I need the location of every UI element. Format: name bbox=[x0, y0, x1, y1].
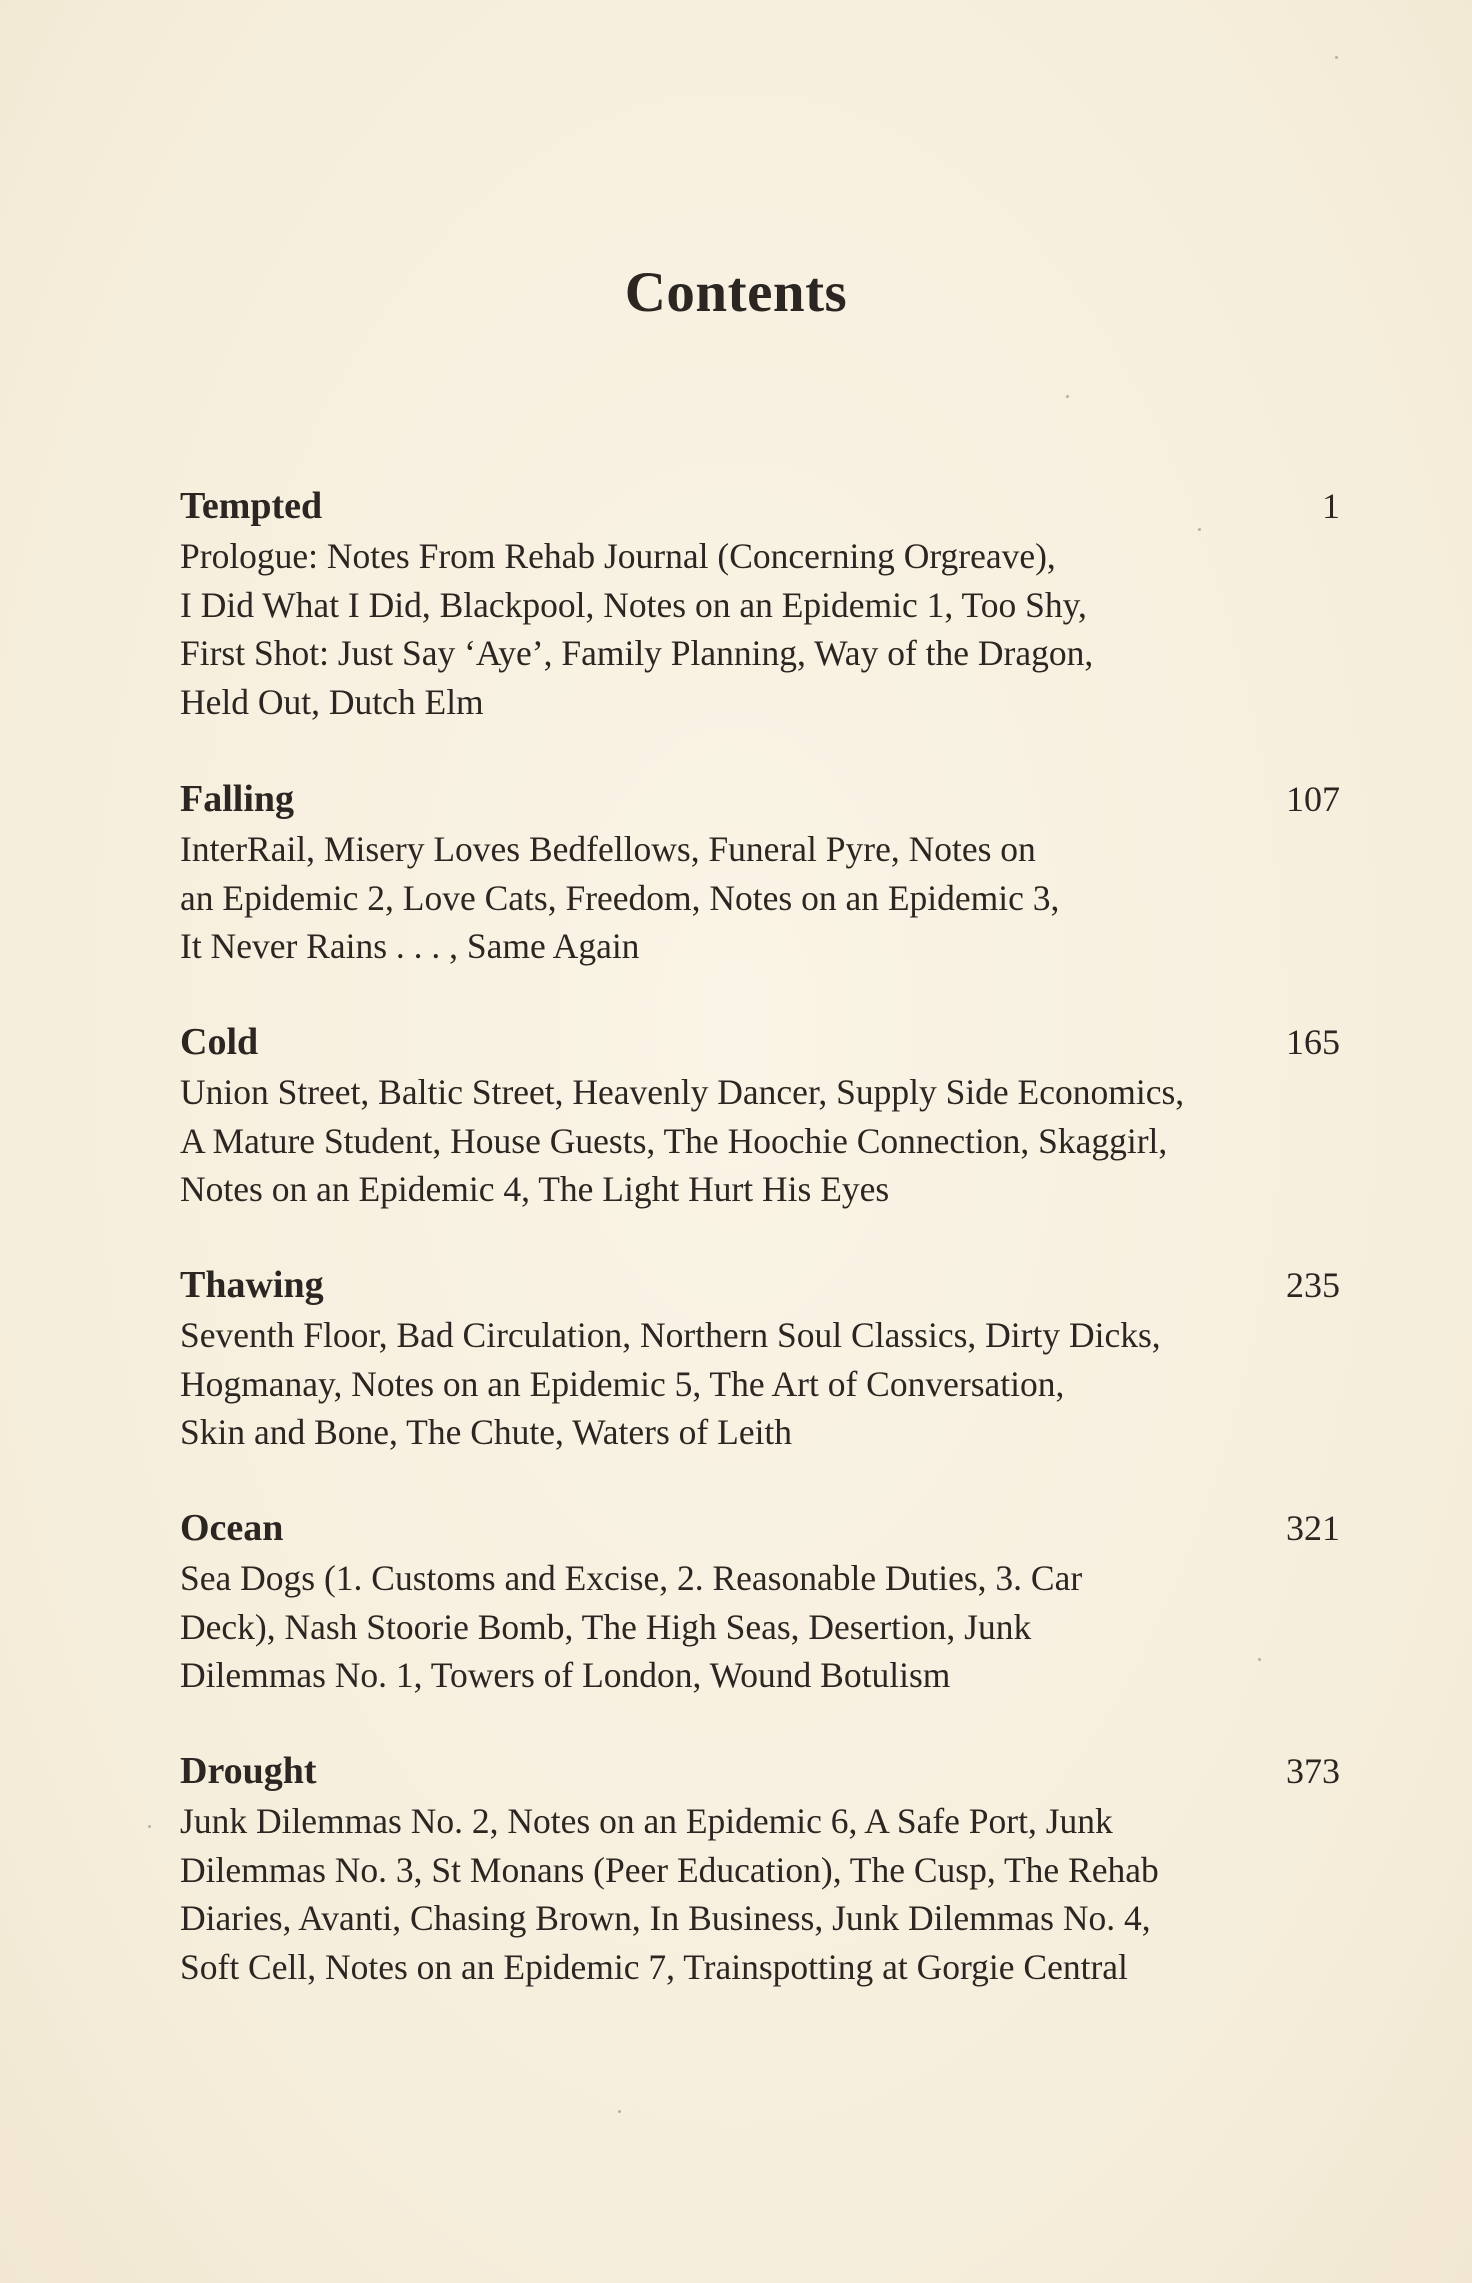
chapter-line: Prologue: Notes From Rehab Journal (Concerning Orgreave), bbox=[180, 536, 1056, 576]
chapter-line: InterRail, Misery Loves Bedfellows, Funeral Pyre, Notes on bbox=[180, 829, 1036, 869]
section-title: Falling bbox=[180, 778, 295, 820]
section-title: Ocean bbox=[180, 1507, 284, 1549]
section-page-number: 165 bbox=[1286, 1022, 1340, 1062]
section-heading-row bbox=[180, 1259, 1340, 1311]
chapter-list bbox=[180, 532, 1300, 726]
section-title: Cold bbox=[180, 1021, 259, 1063]
toc-section-ocean bbox=[180, 1502, 1340, 1700]
chapter-line: Dilemmas No. 3, St Monans (Peer Education), The Cusp, The Rehab bbox=[180, 1849, 1159, 1890]
chapter-line: It Never Rains . . . , Same Again bbox=[180, 926, 640, 966]
paper-speck bbox=[148, 1825, 151, 1828]
section-page-number: 373 bbox=[1286, 1751, 1340, 1791]
section-title: Tempted bbox=[180, 485, 323, 527]
chapter-list bbox=[180, 1797, 1300, 1991]
chapter-line: Deck), Nash Stoorie Bomb, The High Seas, Desertion, Junk bbox=[180, 1606, 1032, 1647]
section-heading-row bbox=[180, 480, 1340, 532]
section-page-number: 235 bbox=[1286, 1265, 1340, 1305]
chapter-line: Hogmanay, Notes on an Epidemic 5, The Art of Conversation, bbox=[180, 1363, 1065, 1404]
paper-speck bbox=[618, 2110, 621, 2113]
chapter-list bbox=[180, 1068, 1300, 1214]
section-heading-row bbox=[180, 773, 1340, 825]
chapter-list bbox=[180, 1311, 1300, 1457]
paper-speck bbox=[1335, 56, 1338, 59]
chapter-line: Seventh Floor, Bad Circulation, Northern Soul Classics, Dirty Dicks, bbox=[180, 1315, 1161, 1355]
chapter-line: Sea Dogs (1. Customs and Excise, 2. Reasonable Duties, 3. Car bbox=[180, 1558, 1083, 1598]
chapter-line: Junk Dilemmas No. 2, Notes on an Epidemic 6, A Safe Port, Junk bbox=[180, 1801, 1113, 1841]
chapter-line: Dilemmas No. 1, Towers of London, Wound Botulism bbox=[180, 1655, 951, 1695]
section-title: Thawing bbox=[180, 1264, 324, 1306]
section-page-number: 321 bbox=[1286, 1508, 1340, 1548]
chapter-line: Diaries, Avanti, Chasing Brown, In Business, Junk Dilemmas No. 4, bbox=[180, 1898, 1151, 1938]
chapter-line: Held Out, Dutch Elm bbox=[180, 681, 484, 722]
section-heading-row bbox=[180, 1502, 1340, 1554]
section-page-number: 1 bbox=[1322, 486, 1340, 526]
chapter-line: Skin and Bone, The Chute, Waters of Leith bbox=[180, 1412, 793, 1452]
chapter-line: Notes on an Epidemic 4, The Light Hurt His Eyes bbox=[180, 1169, 890, 1209]
toc-section-tempted bbox=[180, 480, 1340, 726]
toc-section-falling bbox=[180, 773, 1340, 971]
toc-section-cold bbox=[180, 1016, 1340, 1214]
chapter-line: Union Street, Baltic Street, Heavenly Dancer, Supply Side Economics, bbox=[180, 1072, 1185, 1112]
chapter-list bbox=[180, 1554, 1300, 1700]
paper-speck bbox=[1066, 395, 1069, 398]
section-heading-row bbox=[180, 1745, 1340, 1797]
section-title: Drought bbox=[180, 1750, 317, 1792]
chapter-list bbox=[180, 825, 1300, 971]
toc-section-thawing bbox=[180, 1259, 1340, 1457]
toc-section-drought bbox=[180, 1745, 1340, 1991]
chapter-line: A Mature Student, House Guests, The Hoochie Connection, Skaggirl, bbox=[180, 1120, 1168, 1161]
chapter-line: I Did What I Did, Blackpool, Notes on an Epidemic 1, Too Shy, bbox=[180, 584, 1087, 625]
chapter-line: Soft Cell, Notes on an Epidemic 7, Trainspotting at Gorgie Central bbox=[180, 1946, 1128, 1987]
chapter-line: an Epidemic 2, Love Cats, Freedom, Notes on an Epidemic 3, bbox=[180, 877, 1060, 918]
section-page-number: 107 bbox=[1286, 779, 1340, 819]
page-title: Contents bbox=[624, 261, 848, 325]
chapter-line: First Shot: Just Say ‘Aye’, Family Planning, Way of the Dragon, bbox=[180, 633, 1094, 673]
section-heading-row bbox=[180, 1016, 1340, 1068]
